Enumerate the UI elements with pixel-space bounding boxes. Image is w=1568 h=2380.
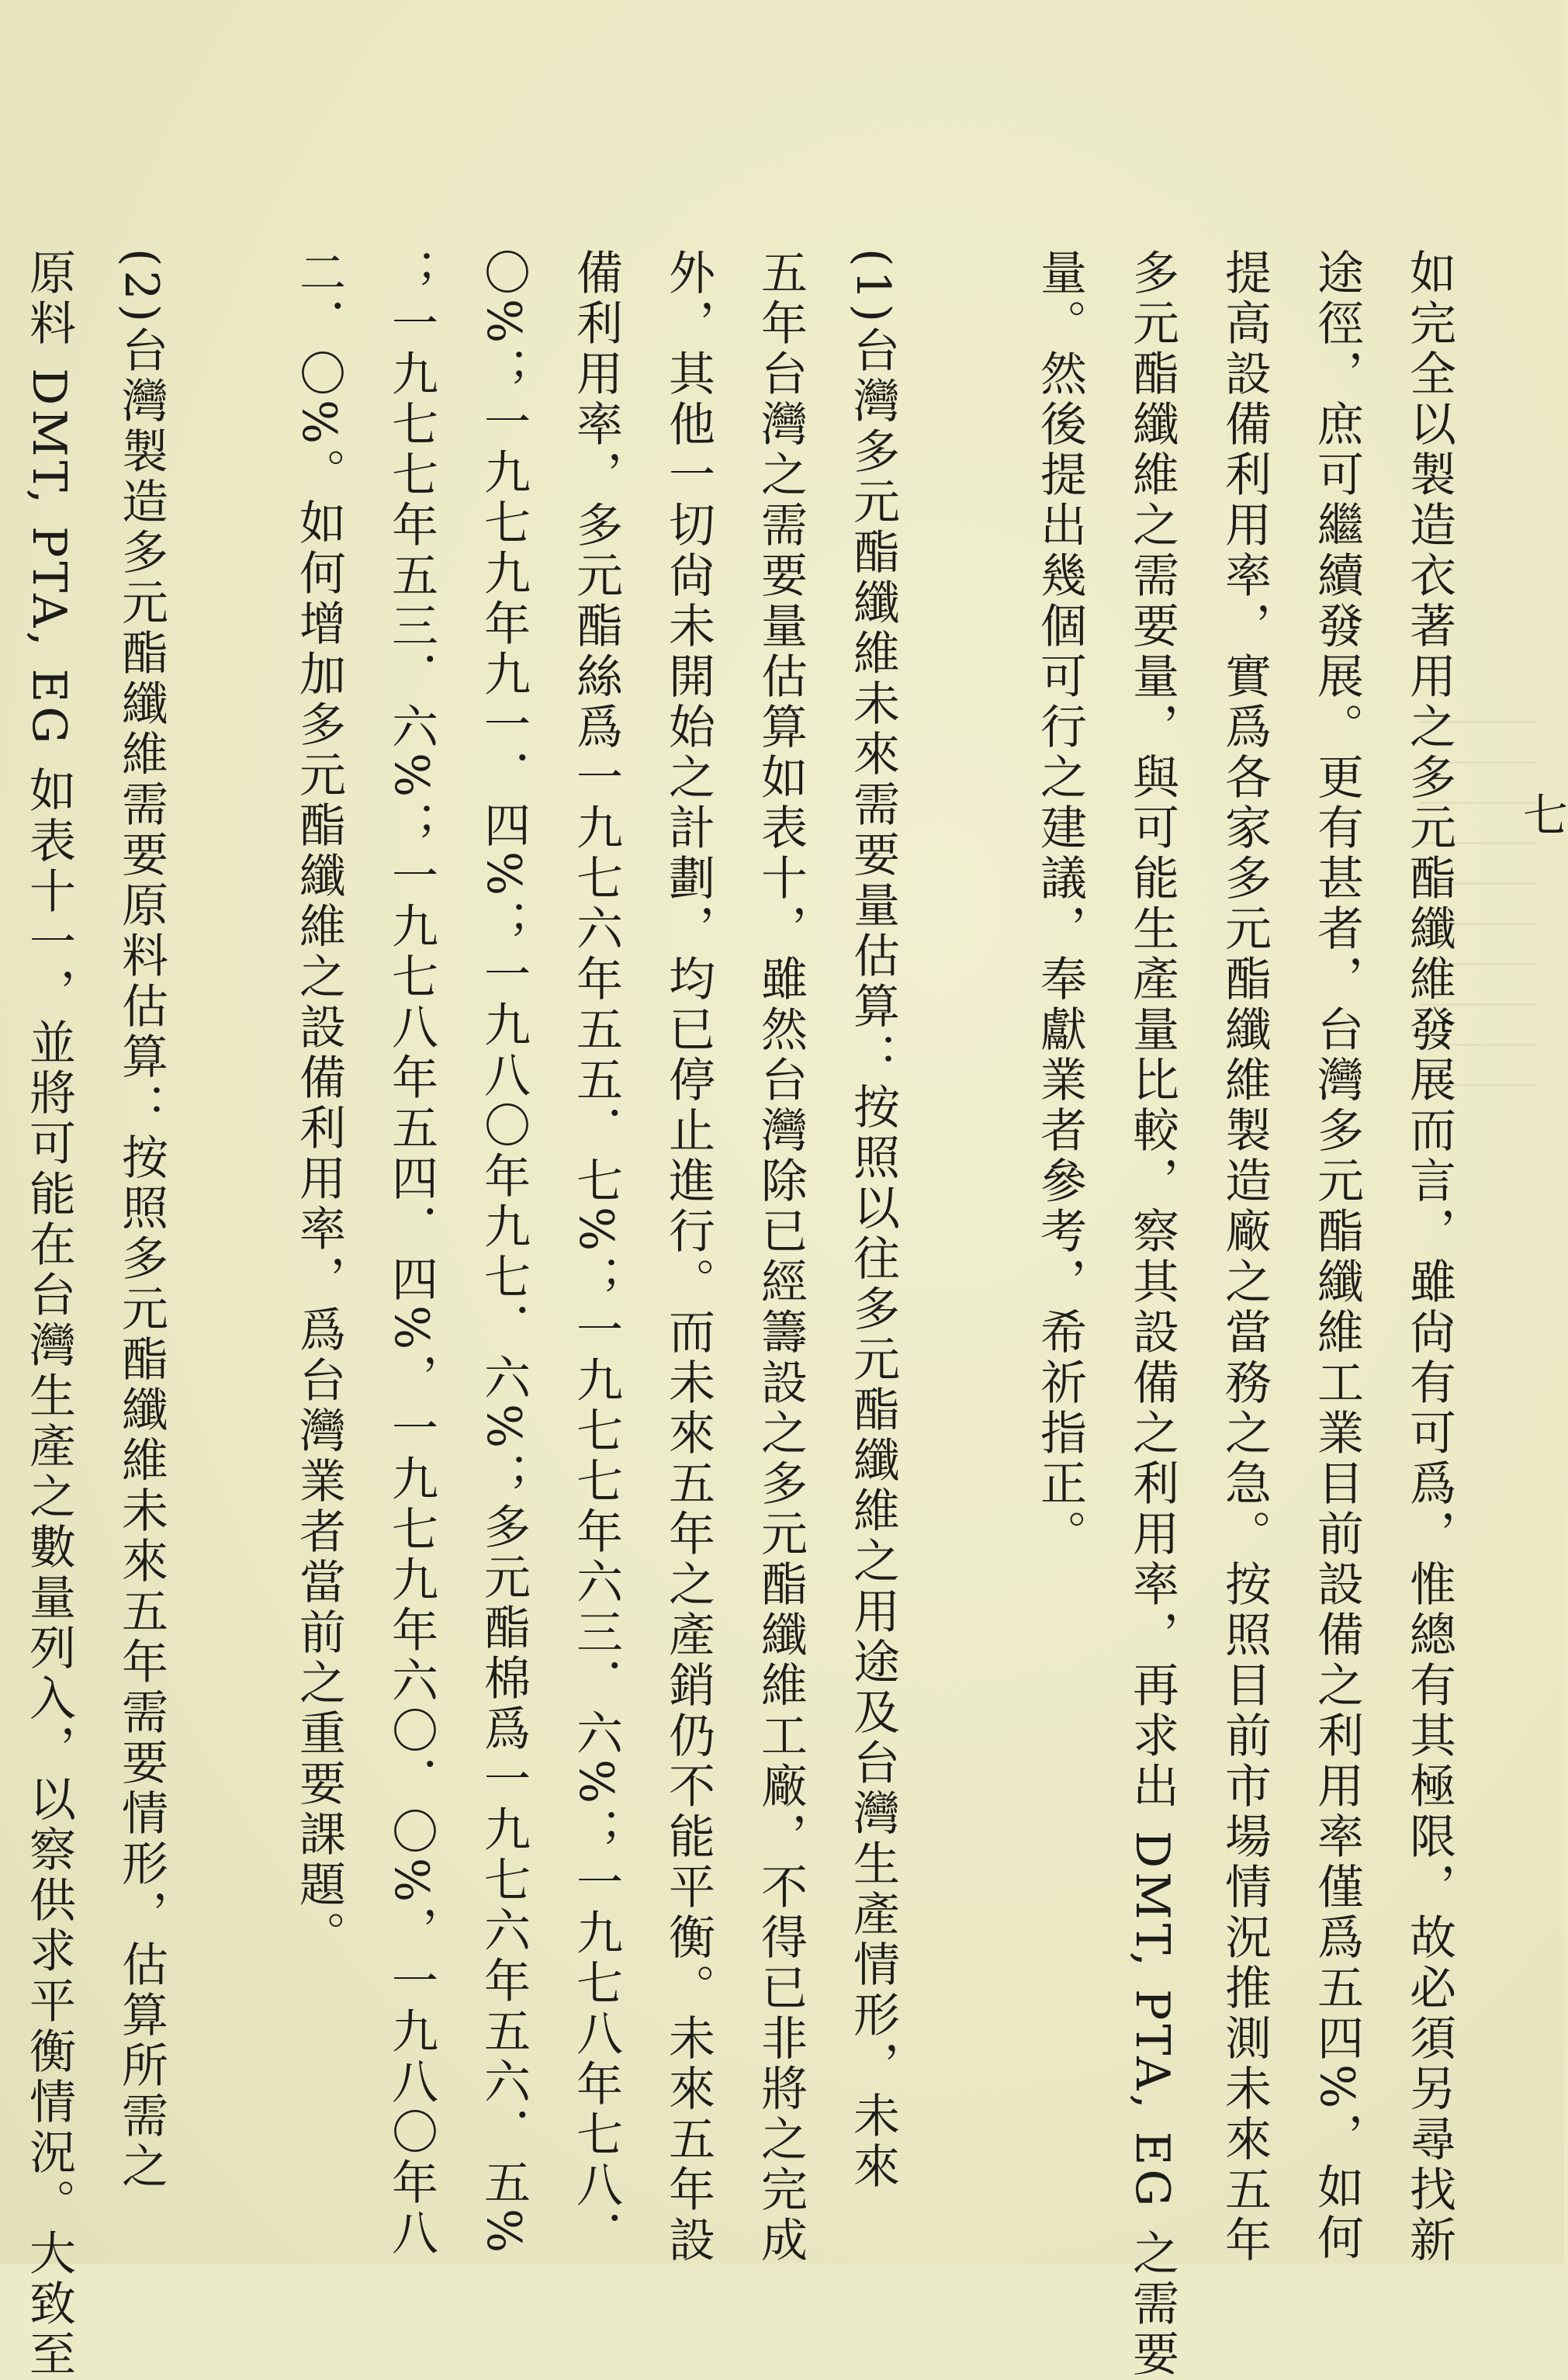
text-column: (2)台灣製造多元酯纖維需要原料估算：按照多元酯纖維未來五年需要情形，估算所需之 bbox=[114, 248, 168, 2192]
text-column: 如完全以製造衣著用之多元酯纖維發展而言，雖尙有可爲，惟總有其極限，故必須另尋找新 bbox=[1402, 248, 1456, 2266]
text-column: 二．〇%。如何增加多元酯纖維之設備利用率，爲台灣業者當前之重要課題。 bbox=[292, 248, 346, 1962]
body-text bbox=[22, 248, 1475, 2380]
text-column: 多元酯纖維之需要量，與可能生產量比較，察其設備之利用率，再求出 DMT, PTA, EG 之需要 bbox=[1125, 248, 1179, 2380]
text-column: 途徑，庶可繼續發展。更有甚者，台灣多元酯纖維工業目前設備之利用率僅爲五四%，如何 bbox=[1310, 248, 1364, 2264]
text-column bbox=[0, 248, 2, 2111]
text-column: (1)台灣多元酯纖維未來需要量估算：按照以往多元酯纖維之用途及台灣生產情形，未來 bbox=[846, 248, 900, 2192]
page-number: 七 bbox=[1515, 792, 1568, 837]
text-column: ；一九七七年五三．六%；一九七八年五四．四%，一九七九年六〇．〇%，一九八〇年八 bbox=[384, 248, 438, 2260]
text-column: 原料 DMT, PTA, EG 如表十一，並將可能在台灣生產之數量列入，以察供求平衡情況。大致至 bbox=[22, 248, 76, 2380]
text-column: 外，其他一切尙未開始之計劃，均已停止進行。而未來五年之產銷仍不能平衡。未來五年設 bbox=[661, 248, 715, 2266]
text-column: 備利用率，多元酯絲爲一九七六年五五．七%；一九七七年六三．六%；一九七八年七八． bbox=[569, 248, 623, 2262]
text-column: 量。然後提出幾個可行之建議，奉獻業者參考，希祈指正。 bbox=[1033, 248, 1087, 1560]
text-column: 五年台灣之需要量估算如表十，雖然台灣除已經籌設之多元酯纖維工廠，不得已非將之完成 bbox=[753, 248, 808, 2266]
text-column: 〇%；一九七九年九一．四%；一九八〇年九七．六%；多元酯棉爲一九七六年五六．五% bbox=[476, 248, 531, 2257]
text-column: 提高設備利用率，實爲各家多元酯纖維製造廠之當務之急。按照目前市場情況推測未來五年 bbox=[1217, 248, 1272, 2266]
